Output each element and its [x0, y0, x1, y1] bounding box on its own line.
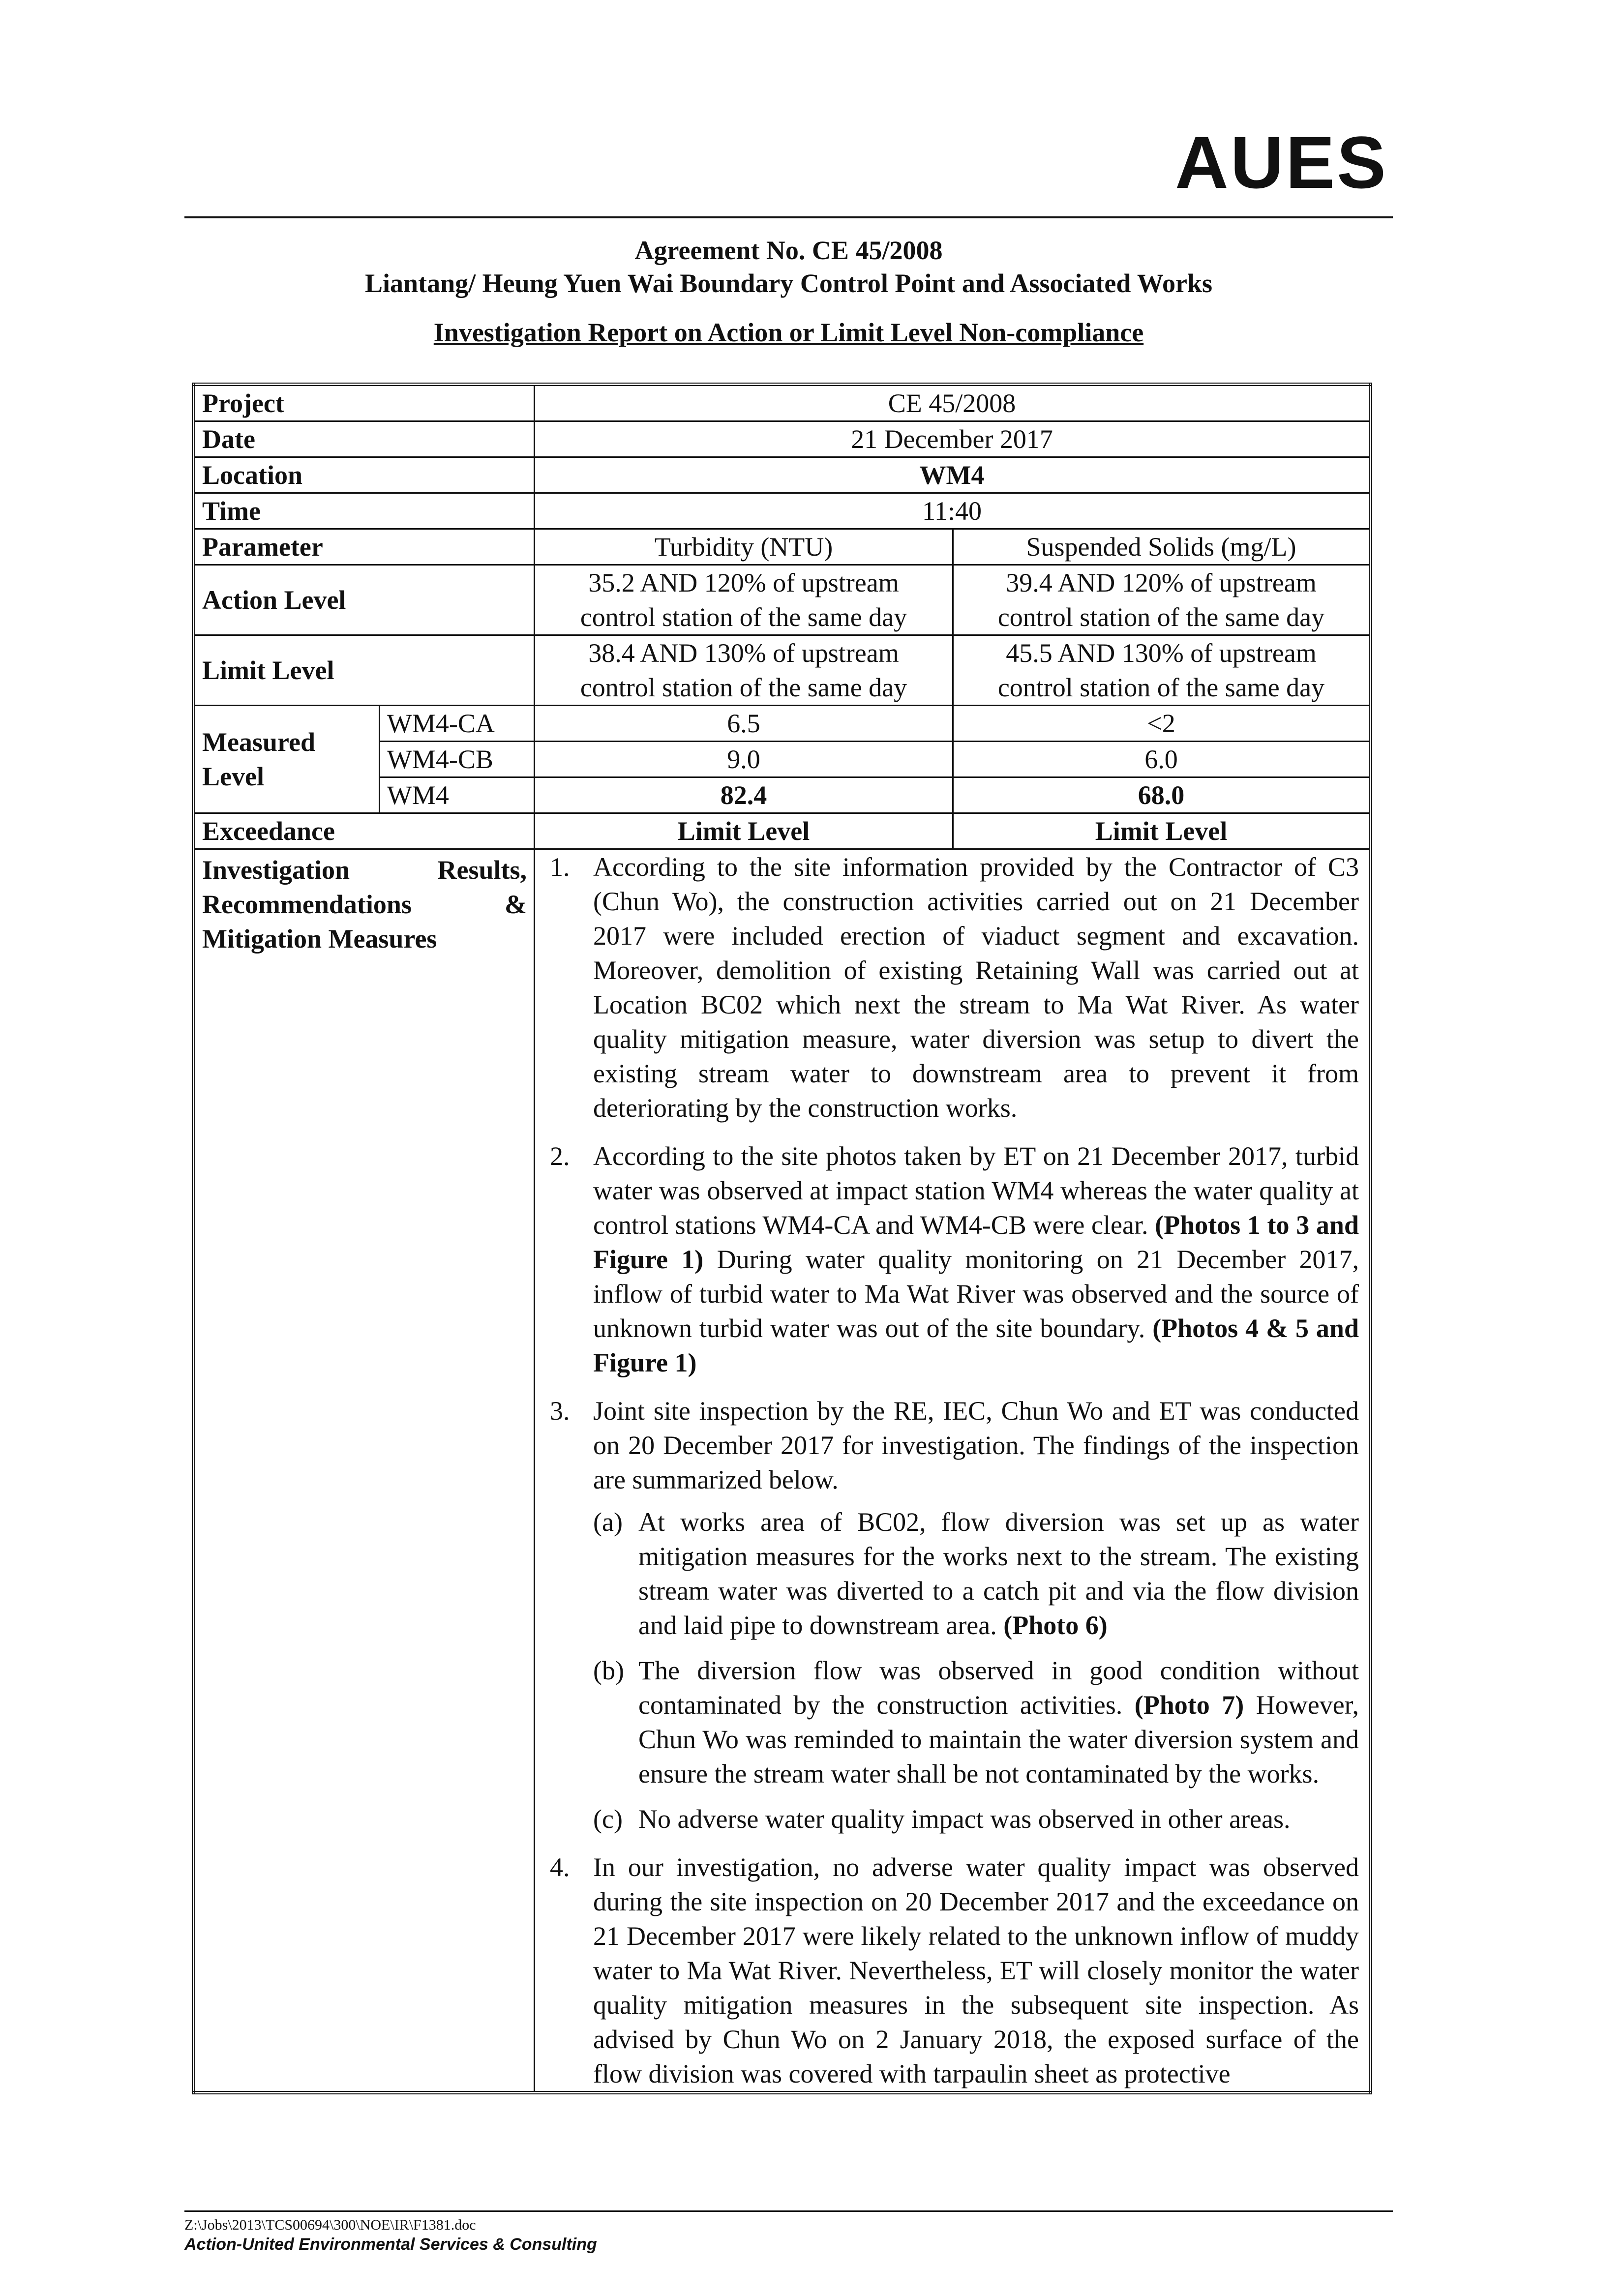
date-row: [194, 421, 1371, 457]
station-name: WM4-CB: [379, 742, 534, 777]
location-label: Location: [194, 457, 535, 493]
finding-item: 1. According to the site information provided by the Contractor of C3 (Chun Wo), the construction activities carried out on 21 December 2017 were included erection of viaduct segment and excavation. Moreover, demolition of existing Retaining Wall was carried out at Location BC02 which next the stream to Ma Wat River. As water quality mitigation measure, water diversion was setup to divert the existing stream water to downstream area to prevent it from deteriorating by the construction works.: [550, 852, 1359, 1123]
turbidity-value: 82.4: [535, 777, 953, 813]
finding-item: 3. Joint site inspection by the RE, IEC, Chun Wo and ET was conducted on 20 December 2017 for investigation. The findings of the inspection are summarized below. (a) At works area of BC02, flow diversion was set up as water mitigation measures for the works next to the stream. The existing stream water was diverted to a catch pit and via the flow division and laid pipe to downstream area. (Photo 6) (b) The diversion flow was observed in good condition without contaminated by the construction activities. (Photo 7) However, Chun Wo was reminded to maintain the water diversion system and ensure the stream water shall be not contaminated by the works. (c) No adverse water quality impact was observed in other areas.: [545, 1394, 1359, 1836]
limit-level-turbidity: [535, 635, 953, 706]
action-level-label: Action Level: [194, 565, 535, 635]
header-rule: [184, 216, 1393, 218]
action-turbidity-line-2: control station of the same day: [580, 602, 907, 632]
footer-file-path: Z:\Jobs\2013\TCS00694\300\NOE\IR\F1381.doc: [184, 2217, 476, 2233]
action-turbidity-line-1: 35.2 AND 120% of upstream: [588, 568, 899, 597]
limit-ss-line-2: control station of the same day: [997, 673, 1325, 702]
sub-finding: (a) At works area of BC02, flow diversion was set up as water mitigation measures for the works next to the stream. The existing stream water was diverted to a catch pit and via the flow division and laid pipe to downstream area. (Photo 6): [593, 1507, 1359, 1640]
action-level-ss: [953, 565, 1371, 635]
limit-level-label: Limit Level: [194, 635, 535, 706]
date-value: 21 December 2017: [535, 421, 1371, 457]
agreement-number: Agreement No. CE 45/2008: [634, 236, 943, 265]
ss-value: 68.0: [953, 777, 1371, 813]
footer-rule: [184, 2210, 1393, 2212]
time-label: Time: [194, 493, 535, 529]
measured-level-label: [194, 706, 380, 813]
investigation-label: Investigation Results, Recommendations & Mitigation Measures: [194, 849, 535, 2093]
finding-item: 2. According to the site photos taken by ET on 21 December 2017, turbid water was observed at impact station WM4 whereas the water quality at control stations WM4-CA and WM4-CB were clear. (Photos 1 to 3 and Figure 1) During water quality monitoring on 21 December 2017, inflow of turbid water to Ma Wat River was observed and the source of unknown turbid water was out of the site boundary. (Photos 4 & 5 and Figure 1): [550, 1141, 1359, 1377]
station-name: WM4-CA: [379, 706, 534, 742]
ss-value: <2: [953, 706, 1371, 742]
finding-item: 4. In our investigation, no adverse water quality impact was observed during the site inspection on 20 December 2017 and the exceedance on 21 December 2017 were likely related to the unknown inflow of muddy water to Ma Wat River. Nevertheless, ET will closely monitor the water quality mitigation measures in the subsequent site inspection. As advised by Chun Wo on 2 January 2018, the exposed surface of the flow division was covered with tarpaulin sheet as protective: [550, 1852, 1359, 2088]
project-row: [194, 385, 1371, 421]
investigation-row: [194, 849, 1371, 2093]
exceedance-turbidity: Limit Level: [535, 813, 953, 849]
station-name: WM4: [379, 777, 534, 813]
action-ss-line-2: control station of the same day: [997, 602, 1325, 632]
ss-value: 6.0: [953, 742, 1371, 777]
project-value: CE 45/2008: [535, 385, 1371, 421]
action-ss-line-1: 39.4 AND 120% of upstream: [1006, 568, 1317, 597]
exceedance-row: [194, 813, 1371, 849]
location-row: [194, 457, 1371, 493]
limit-level-row: [194, 635, 1371, 706]
parameter-turbidity: Turbidity (NTU): [535, 529, 953, 565]
exceedance-ss: Limit Level: [953, 813, 1371, 849]
action-level-row: [194, 565, 1371, 635]
report-title: Investigation Report on Action or Limit Level Non-compliance: [433, 318, 1144, 347]
findings-list: [545, 850, 1359, 2091]
footer-company: Action-United Environmental Services & Consulting: [184, 2235, 597, 2254]
exceedance-label: Exceedance: [194, 813, 535, 849]
investigation-body: [535, 849, 1371, 2093]
limit-ss-line-1: 45.5 AND 130% of upstream: [1006, 638, 1317, 668]
turbidity-value: 9.0: [535, 742, 953, 777]
report-table: [192, 383, 1372, 2094]
measured-row-ca: [194, 706, 1371, 742]
measured-label-line-2: Level: [202, 762, 264, 791]
parameter-row: [194, 529, 1371, 565]
time-value: 11:40: [535, 493, 1371, 529]
sub-finding: (c) No adverse water quality impact was observed in other areas.: [593, 1804, 1291, 1834]
limit-level-ss: [953, 635, 1371, 706]
date-label: Date: [194, 421, 535, 457]
project-title: Liantang/ Heung Yuen Wai Boundary Control Point and Associated Works: [365, 268, 1212, 298]
project-label: Project: [194, 385, 535, 421]
time-row: [194, 493, 1371, 529]
limit-turbidity-line-1: 38.4 AND 130% of upstream: [588, 638, 899, 668]
company-logo: AUES: [1175, 121, 1388, 204]
inspection-findings-list: [593, 1505, 1359, 1836]
measured-label-line-1: Measured: [202, 727, 315, 757]
parameter-suspended-solids: Suspended Solids (mg/L): [953, 529, 1371, 565]
action-level-turbidity: [535, 565, 953, 635]
limit-turbidity-line-2: control station of the same day: [580, 673, 907, 702]
sub-finding: (b) The diversion flow was observed in good condition without contaminated by the construction activities. (Photo 7) However, Chun Wo was reminded to maintain the water diversion system and ensure the stream water shall be not contaminated by the works.: [593, 1656, 1359, 1789]
parameter-label: Parameter: [194, 529, 535, 565]
location-value: WM4: [535, 457, 1371, 493]
turbidity-value: 6.5: [535, 706, 953, 742]
